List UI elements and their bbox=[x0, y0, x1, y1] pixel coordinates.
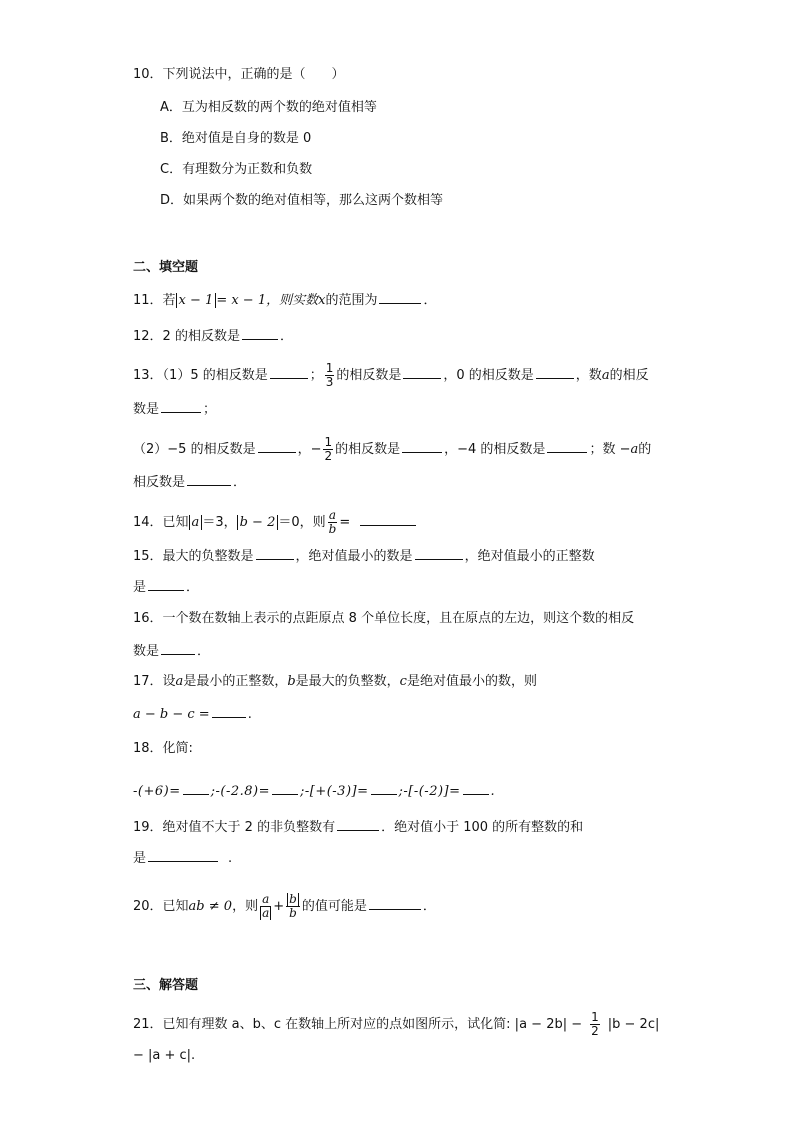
q17-text-2: 是最小的正整数， bbox=[183, 674, 288, 689]
q11-text-1: 11．若 bbox=[133, 293, 176, 308]
q14-abs-1: a bbox=[189, 515, 203, 530]
question-19-line-2 bbox=[133, 848, 232, 868]
q13-blank-3 bbox=[536, 365, 574, 379]
q15-blank-1 bbox=[256, 546, 294, 560]
section-2-heading: 二、填空题 bbox=[133, 260, 199, 275]
q17-var-c: c bbox=[399, 674, 407, 689]
q18-blank-3 bbox=[371, 781, 397, 795]
q19-blank-1 bbox=[337, 817, 379, 831]
q13-blank-5 bbox=[258, 439, 296, 453]
q13-text-10: ，− bbox=[297, 442, 322, 457]
q15-text-2: ，绝对值最小的数是 bbox=[295, 549, 413, 564]
question-15-line-1 bbox=[133, 546, 595, 566]
q13-blank-4 bbox=[161, 399, 201, 413]
q12-text-2: ． bbox=[279, 329, 293, 344]
q17-var-b: b bbox=[287, 674, 296, 689]
q13-blank-1 bbox=[270, 365, 308, 379]
q17-text-3: 是最大的负整数， bbox=[295, 674, 400, 689]
question-17-line-2 bbox=[133, 704, 252, 724]
q11-text-4: ． bbox=[423, 293, 437, 308]
q13-text-16: ． bbox=[233, 475, 247, 490]
q20-text-1: 20．已知 bbox=[133, 899, 189, 914]
q13-blank-7 bbox=[547, 439, 587, 453]
question-18-expressions bbox=[133, 781, 495, 801]
q18-expr-2: ;-(-2.8)= bbox=[210, 784, 270, 799]
q13-text-5: ，数 bbox=[575, 368, 602, 383]
q18-blank-1 bbox=[183, 781, 209, 795]
question-13-line-4 bbox=[133, 472, 246, 492]
q13-text-12: ，−4 的相反数是 bbox=[444, 442, 546, 457]
q16-blank bbox=[161, 641, 195, 655]
question-21-line-2: − |a + c|. bbox=[133, 1048, 196, 1063]
q14-text-1: 14．已知 bbox=[133, 515, 189, 530]
q21-text-2: |b − 2c| bbox=[607, 1017, 660, 1032]
q16-text-1: 数是 bbox=[133, 644, 160, 659]
q11-blank bbox=[379, 290, 421, 304]
q20-plus: + bbox=[273, 899, 285, 914]
question-20 bbox=[133, 893, 436, 920]
q19-text-3: 是 bbox=[133, 851, 147, 866]
q17-text-1: 17．设 bbox=[133, 674, 176, 689]
q17-text-4: 是绝对值最小的数，则 bbox=[406, 674, 537, 689]
q20-condition: ab ≠ 0 bbox=[188, 899, 233, 914]
question-13-line-3 bbox=[133, 436, 651, 463]
q17-blank bbox=[212, 704, 246, 718]
question-10-option-c: C．有理数分为正数和负数 bbox=[160, 162, 313, 177]
q15-text-4: 是 bbox=[133, 580, 147, 595]
question-11 bbox=[133, 290, 436, 310]
question-16-line-1: 16．一个数在数轴上表示的点距原点 8 个单位长度，且在原点的左边，则这个数的相反 bbox=[133, 611, 635, 626]
q20-text-2: ，则 bbox=[232, 899, 259, 914]
question-13-line-1 bbox=[133, 362, 649, 389]
q13-text-4: ，0 的相反数是 bbox=[443, 368, 534, 383]
q21-fraction: $\frac{1}{2}$ bbox=[591, 1010, 599, 1038]
q11-text-2: = x − 1，则实数 bbox=[216, 293, 319, 308]
q13-var-2: a bbox=[630, 442, 639, 457]
q11-text-3: 的范围为 bbox=[325, 293, 378, 308]
q13-text-6: 的相反 bbox=[609, 368, 649, 383]
question-10-stem: 10．下列说法中，正确的是（ ） bbox=[133, 67, 345, 82]
q14-text-3: ＝0，则 bbox=[278, 515, 326, 530]
question-10-option-b: B．绝对值是自身的数是 0 bbox=[160, 131, 312, 146]
q13-text-15: 相反数是 bbox=[133, 475, 186, 490]
q14-fraction: $\frac{a}{b}$ bbox=[328, 508, 337, 536]
q14-abs-2: b − 2 bbox=[237, 515, 279, 530]
q13-text-11: 的相反数是 bbox=[335, 442, 401, 457]
q15-text-3: ，绝对值最小的正整数 bbox=[464, 549, 595, 564]
q18-blank-2 bbox=[272, 781, 298, 795]
q19-text-1: 19．绝对值不大于 2 的非负整数有 bbox=[133, 820, 336, 835]
q16-text-2: ． bbox=[197, 644, 211, 659]
q13-text-14: 的 bbox=[638, 442, 652, 457]
q18-expr-4: ;-[-(-2)]= bbox=[398, 784, 461, 799]
q13-text-9: （2）−5 的相反数是 bbox=[133, 442, 256, 457]
question-18-title: 18．化简: bbox=[133, 741, 193, 756]
q13-var: a bbox=[601, 368, 610, 383]
q15-blank-3 bbox=[148, 577, 184, 591]
q19-blank-2 bbox=[148, 848, 218, 862]
q18-expr-3: ;-[+(-3)]= bbox=[299, 784, 369, 799]
q15-text-1: 15．最大的负整数是 bbox=[133, 549, 254, 564]
q20-blank bbox=[369, 896, 421, 910]
question-19-line-1 bbox=[133, 817, 583, 837]
q18-blank-4 bbox=[463, 781, 489, 795]
q13-blank-6 bbox=[402, 439, 442, 453]
q13-blank-2 bbox=[403, 365, 441, 379]
question-13-line-2 bbox=[133, 399, 216, 419]
q14-text-2: ＝3， bbox=[202, 515, 237, 530]
q17-expression: a − b − c = bbox=[133, 707, 210, 722]
q20-fraction-2: $\frac{b}{b}$ bbox=[286, 893, 300, 920]
q20-text-3: 的值可能是 bbox=[301, 899, 367, 914]
question-14 bbox=[133, 509, 418, 536]
q19-text-2: ．绝对值小于 100 的所有整数的和 bbox=[381, 820, 584, 835]
q17-var-a: a bbox=[175, 674, 184, 689]
q14-blank bbox=[360, 512, 416, 526]
q13-blank-8 bbox=[187, 472, 231, 486]
q17-text-5: . bbox=[247, 707, 252, 722]
q11-var: x bbox=[318, 293, 326, 308]
q13-text-3: 的相反数是 bbox=[336, 368, 402, 383]
q21-text-1: 21．已知有理数 a、b、c 在数轴上所对应的点如图所示，试化简: |a − 2b| − bbox=[133, 1017, 583, 1032]
q11-abs: x − 1 bbox=[176, 293, 217, 308]
q13-text-1: 13．（1）5 的相反数是 bbox=[133, 368, 268, 383]
q13-text-7: 数是 bbox=[133, 402, 160, 417]
question-12 bbox=[133, 326, 293, 346]
q15-text-5: ． bbox=[186, 580, 200, 595]
q15-blank-2 bbox=[415, 546, 463, 560]
q12-text-1: 12．2 的相反数是 bbox=[133, 329, 240, 344]
question-17-line-1 bbox=[133, 673, 537, 691]
q20-fraction-1: $\frac{a}{a}$ bbox=[262, 892, 270, 920]
q13-text-2: ； bbox=[309, 368, 323, 383]
question-10-option-d: D．如果两个数的绝对值相等，那么这两个数相等 bbox=[160, 193, 444, 208]
q14-text-4: = bbox=[339, 515, 351, 530]
question-16-line-2 bbox=[133, 641, 210, 661]
question-10-option-a: A．互为相反数的两个数的绝对值相等 bbox=[160, 100, 377, 115]
question-21-line-1 bbox=[133, 1011, 659, 1038]
q18-end: . bbox=[490, 784, 496, 799]
q12-blank bbox=[242, 326, 278, 340]
q13-fraction: $\frac{1}{3}$ bbox=[325, 361, 334, 389]
q18-expr-1: -(+6)= bbox=[133, 784, 181, 799]
q19-text-4: . bbox=[228, 851, 233, 866]
q13-fraction-2: $\frac{1}{2}$ bbox=[324, 435, 333, 463]
q13-text-8: ； bbox=[203, 402, 217, 417]
section-3-heading: 三、解答题 bbox=[133, 978, 199, 993]
q13-text-13: ；数 − bbox=[589, 442, 631, 457]
q20-text-4: ． bbox=[422, 899, 436, 914]
question-15-line-2 bbox=[133, 577, 199, 597]
